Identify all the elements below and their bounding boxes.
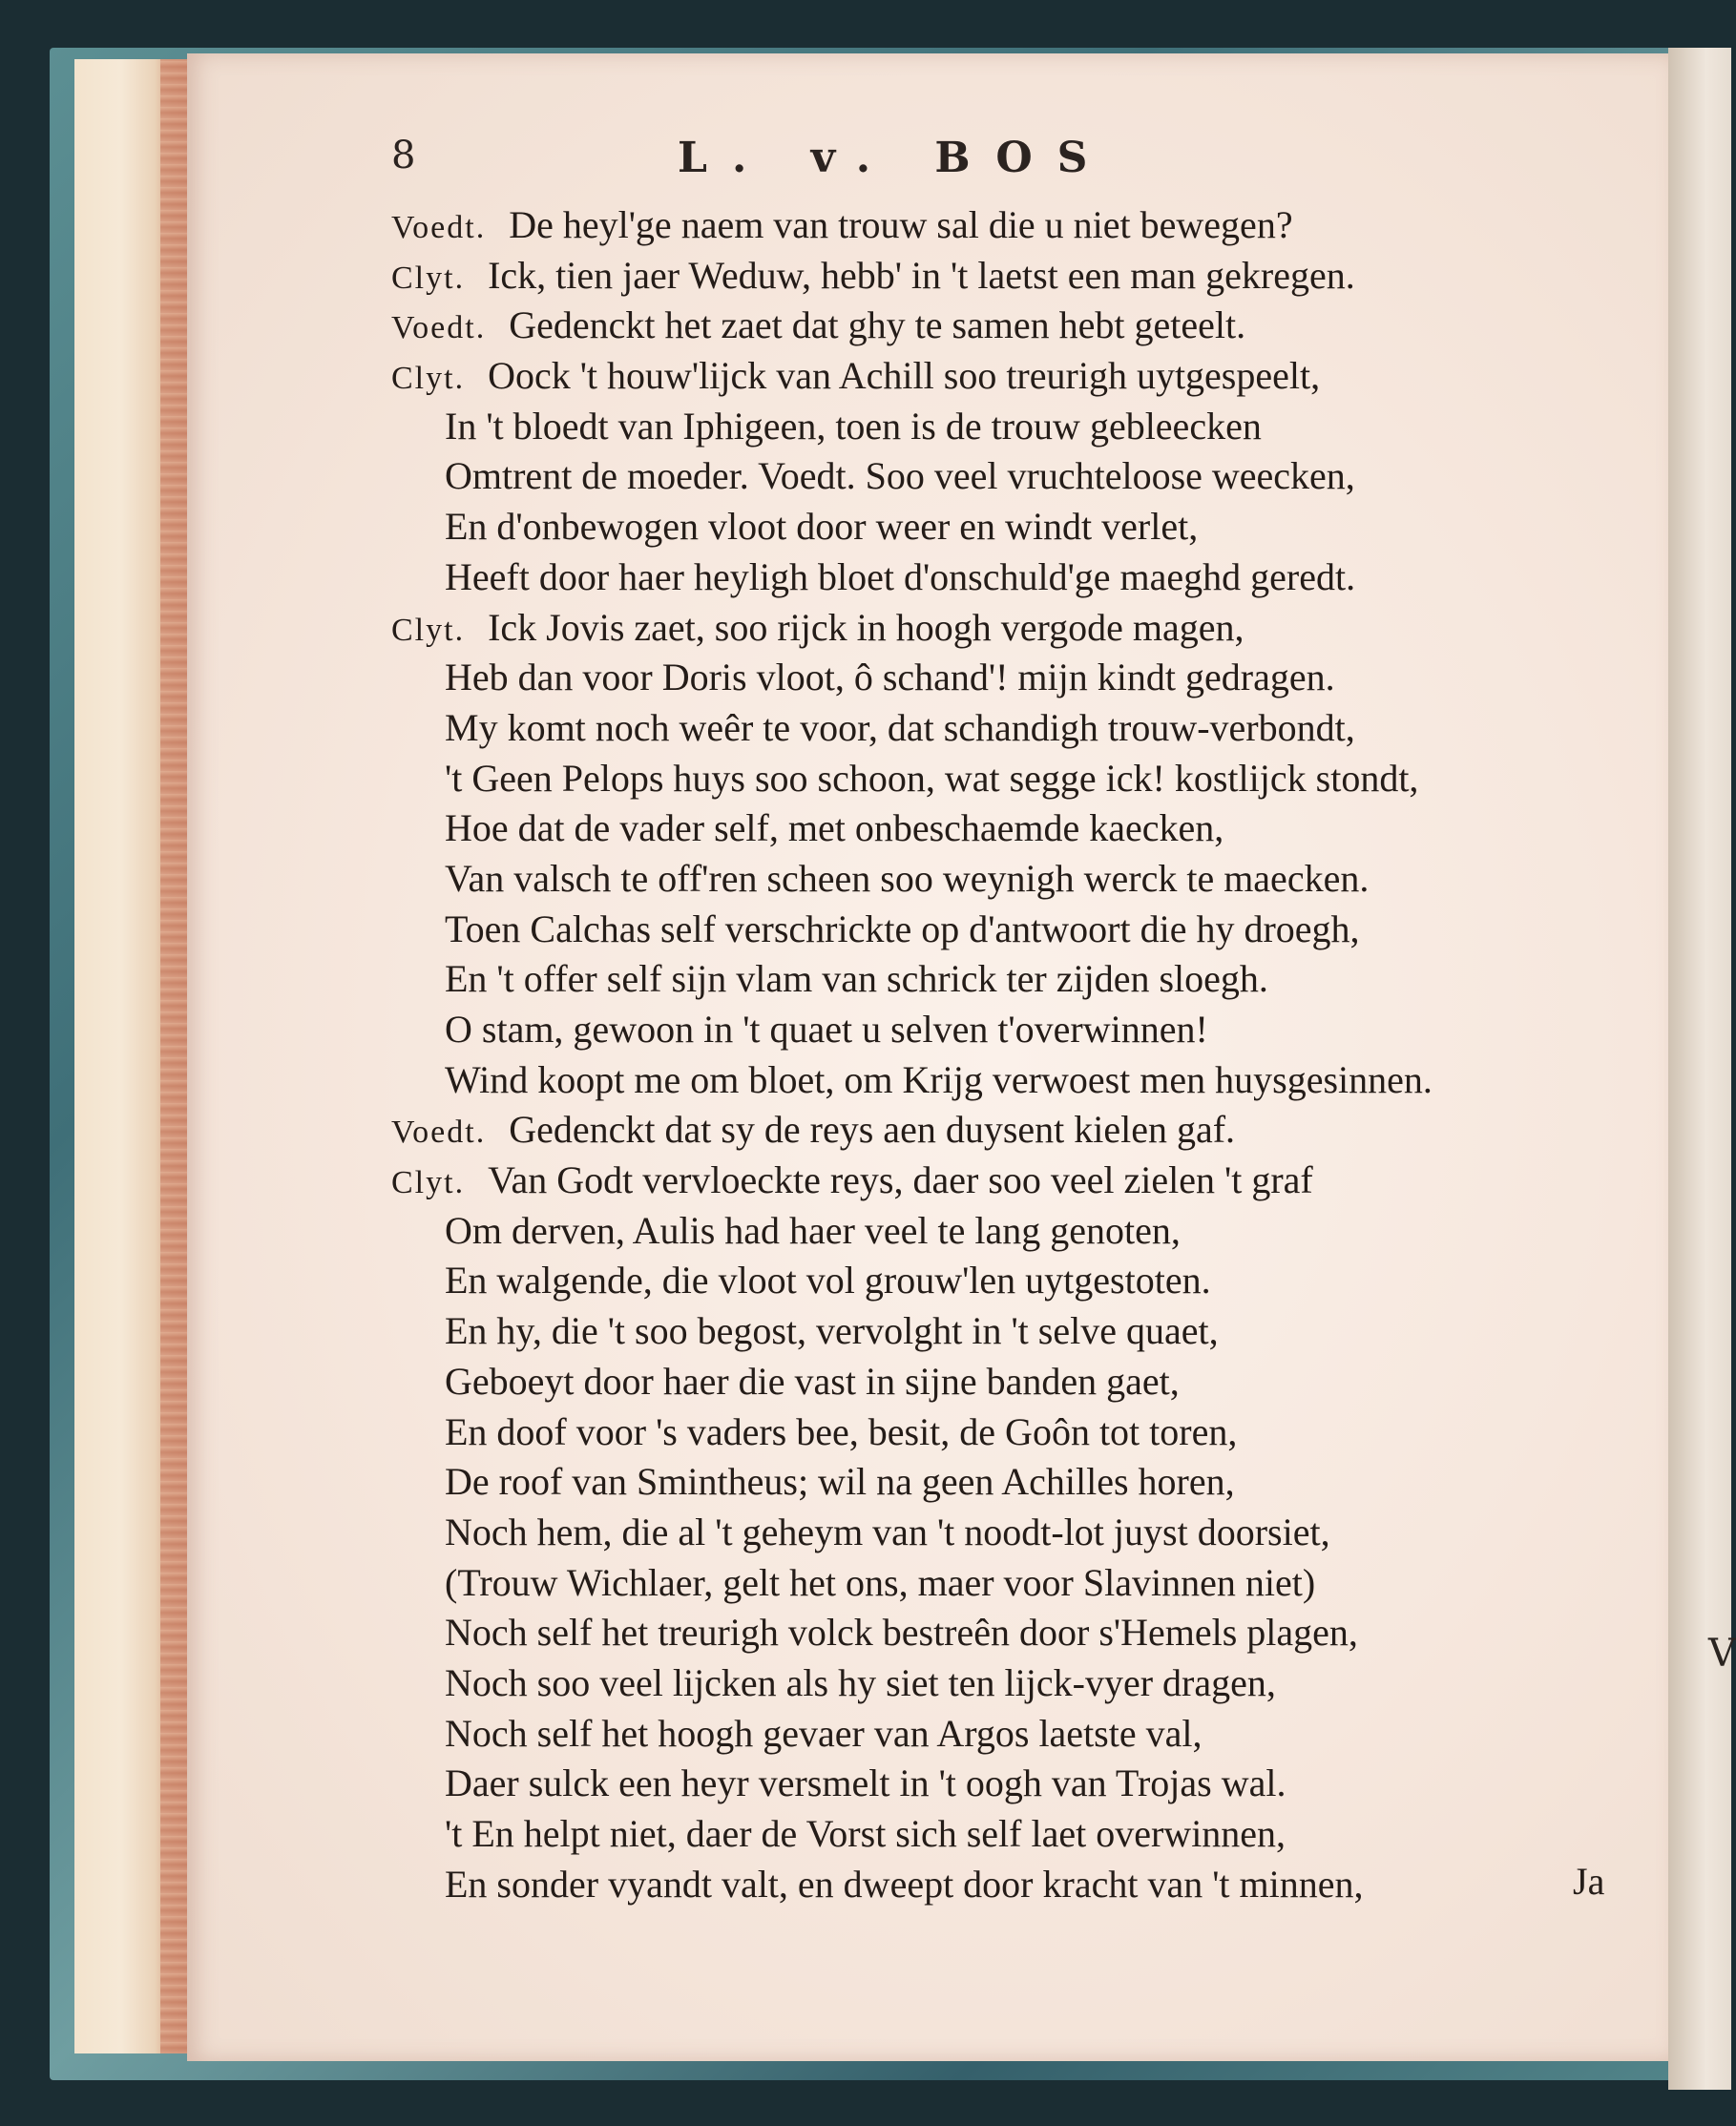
verse-line (391, 200, 1642, 251)
verse-line (391, 803, 1642, 854)
speaker-name: Clyt. (391, 612, 466, 648)
verse-line-text: Van valsch te off'ren scheen soo weynigh werck te maecken. (445, 856, 1370, 900)
verse-line-text: Gedenckt dat sy de reys aen duysent kielen gaf. (509, 1108, 1236, 1152)
verse-line (391, 1055, 1642, 1106)
running-head: L. v. BOS (678, 134, 1113, 182)
verse-line (391, 251, 1642, 302)
verse-line-text: Noch self het treurigh volck bestreên door s'Hemels plagen, (445, 1611, 1358, 1655)
verse-line-text: Noch soo veel lijcken als hy siet ten lijck-vyer dragen, (445, 1660, 1276, 1704)
verse-line (391, 1206, 1642, 1257)
verse-line-text: De roof van Smintheus; wil na geen Achilles horen, (445, 1460, 1235, 1504)
verse-line-text: De heyl'ge naem van trouw sal die u niet bewegen? (509, 203, 1293, 246)
speaker-name: Clyt. (391, 260, 466, 296)
verse-line-text: En walgende, die vloot vol grouw'len uytgestoten. (445, 1259, 1211, 1303)
verse-line (391, 1860, 1642, 1910)
verse-line-text: 't En helpt niet, daer de Vorst sich self laet overwinnen, (445, 1812, 1286, 1855)
verse-line (391, 1457, 1642, 1508)
verse-line-text: Geboeyt door haer die vast in sijne banden gaet, (445, 1359, 1180, 1403)
verse-line-text: En hy, die 't soo begost, vervolght in 't selve quaet, (445, 1309, 1219, 1353)
speaker-name: Voedt. (391, 310, 487, 346)
verse-line (391, 351, 1642, 402)
verse-line-text: En sonder vyandt valt, en dweept door kracht van 't minnen, (445, 1862, 1364, 1906)
verse-line (391, 1809, 1642, 1860)
verse-line-text: Omtrent de moeder. Voedt. Soo veel vruchteloose weecken, (445, 454, 1355, 498)
verse-line-text: Hoe dat de vader self, met onbeschaemde kaecken, (445, 806, 1224, 850)
verse-line (391, 954, 1642, 1005)
verse-line (391, 301, 1642, 351)
verse-line (391, 402, 1642, 452)
verse-line-text: (Trouw Wichlaer, gelt het ons, maer voor Slavinnen niet) (445, 1560, 1316, 1604)
verse-line-text: En doof voor 's vaders bee, besit, de Goôn tot toren, (445, 1409, 1238, 1453)
verse-line-text: Ick Jovis zaet, soo rijck in hoogh vergode magen, (488, 605, 1244, 649)
verse-line-text: En 't offer self sijn vlam van schrick ter zijden sloegh. (445, 957, 1268, 1001)
verse-line-text: Oock 't houw'lijck van Achill soo treurigh uytgespeelt, (488, 354, 1321, 398)
verse-line-text: Noch hem, die al 't geheym van 't noodt-lot juyst doorsiet, (445, 1510, 1330, 1553)
verse-line-text: Heb dan voor Doris vloot, ô schand'! mijn kindt gedragen. (445, 656, 1335, 699)
page-number: 8 (391, 134, 416, 177)
verse-line (391, 1105, 1642, 1156)
verse-line (391, 1508, 1642, 1558)
verse-line-text: Van Godt vervloeckte reys, daer soo veel zielen 't graf (488, 1158, 1313, 1202)
verse-line-text: O stam, gewoon in 't quaet u selven t'overwinnen! (445, 1008, 1208, 1051)
verse-line-text: Noch self het hoogh gevaer van Argos laetste val, (445, 1711, 1203, 1755)
verse-line (391, 603, 1642, 654)
verse-line (391, 502, 1642, 552)
speaker-name: Voedt. (391, 210, 487, 245)
verse-line (391, 1306, 1642, 1357)
verse-line (391, 1256, 1642, 1306)
verse-line (391, 552, 1642, 603)
verse-line-text: Ick, tien jaer Weduw, hebb' in 't laetst een man gekregen. (488, 253, 1355, 297)
verse-line (391, 854, 1642, 905)
verse-line (391, 754, 1642, 804)
verse-line (391, 703, 1642, 754)
facing-page-letter: V (1708, 1632, 1736, 1676)
verse-line (391, 451, 1642, 502)
verse-line-text: En d'onbewogen vloot door weer en windt verlet, (445, 505, 1199, 549)
speaker-name: Clyt. (391, 361, 466, 397)
verse-line (391, 1759, 1642, 1809)
verse-text (391, 200, 1642, 1909)
verse-line-text: In 't bloedt van Iphigeen, toen is de trouw gebleecken (445, 404, 1262, 448)
catchword: Ja (1573, 1860, 1605, 1903)
verse-line-text: My komt noch weêr te voor, dat schandigh trouw-verbondt, (445, 705, 1355, 749)
verse-line-text: Heeft door haer heyligh bloet d'onschuld'ge maeghd geredt. (445, 554, 1356, 598)
verse-line-text: Om derven, Aulis had haer veel te lang genoten, (445, 1208, 1181, 1252)
verse-line (391, 1005, 1642, 1055)
speaker-name: Clyt. (391, 1165, 466, 1201)
verse-line-text: Toen Calchas self verschrickte op d'antwoort die hy droegh, (445, 907, 1360, 950)
verse-line (391, 1658, 1642, 1709)
verse-line (391, 1558, 1642, 1609)
page-header (391, 134, 1537, 191)
verse-line (391, 905, 1642, 955)
facing-page-edge (1668, 48, 1736, 2090)
speaker-name: Voedt. (391, 1115, 487, 1151)
verse-line (391, 1608, 1642, 1658)
verse-line-text: Daer sulck een heyr versmelt in 't oogh van Trojas wal. (445, 1761, 1286, 1805)
verse-line (391, 1156, 1642, 1206)
verse-line (391, 1357, 1642, 1407)
verse-line (391, 1709, 1642, 1760)
verse-line-text: 't Geen Pelops huys soo schoon, wat segge ick! kostlijck stondt, (445, 756, 1419, 800)
verse-line (391, 1407, 1642, 1458)
verse-line-text: Gedenckt het zaet dat ghy te samen hebt geteelt. (509, 303, 1246, 347)
verse-line (391, 653, 1642, 703)
verse-line-text: Wind koopt me om bloet, om Krijg verwoest men huysgesinnen. (445, 1057, 1433, 1101)
